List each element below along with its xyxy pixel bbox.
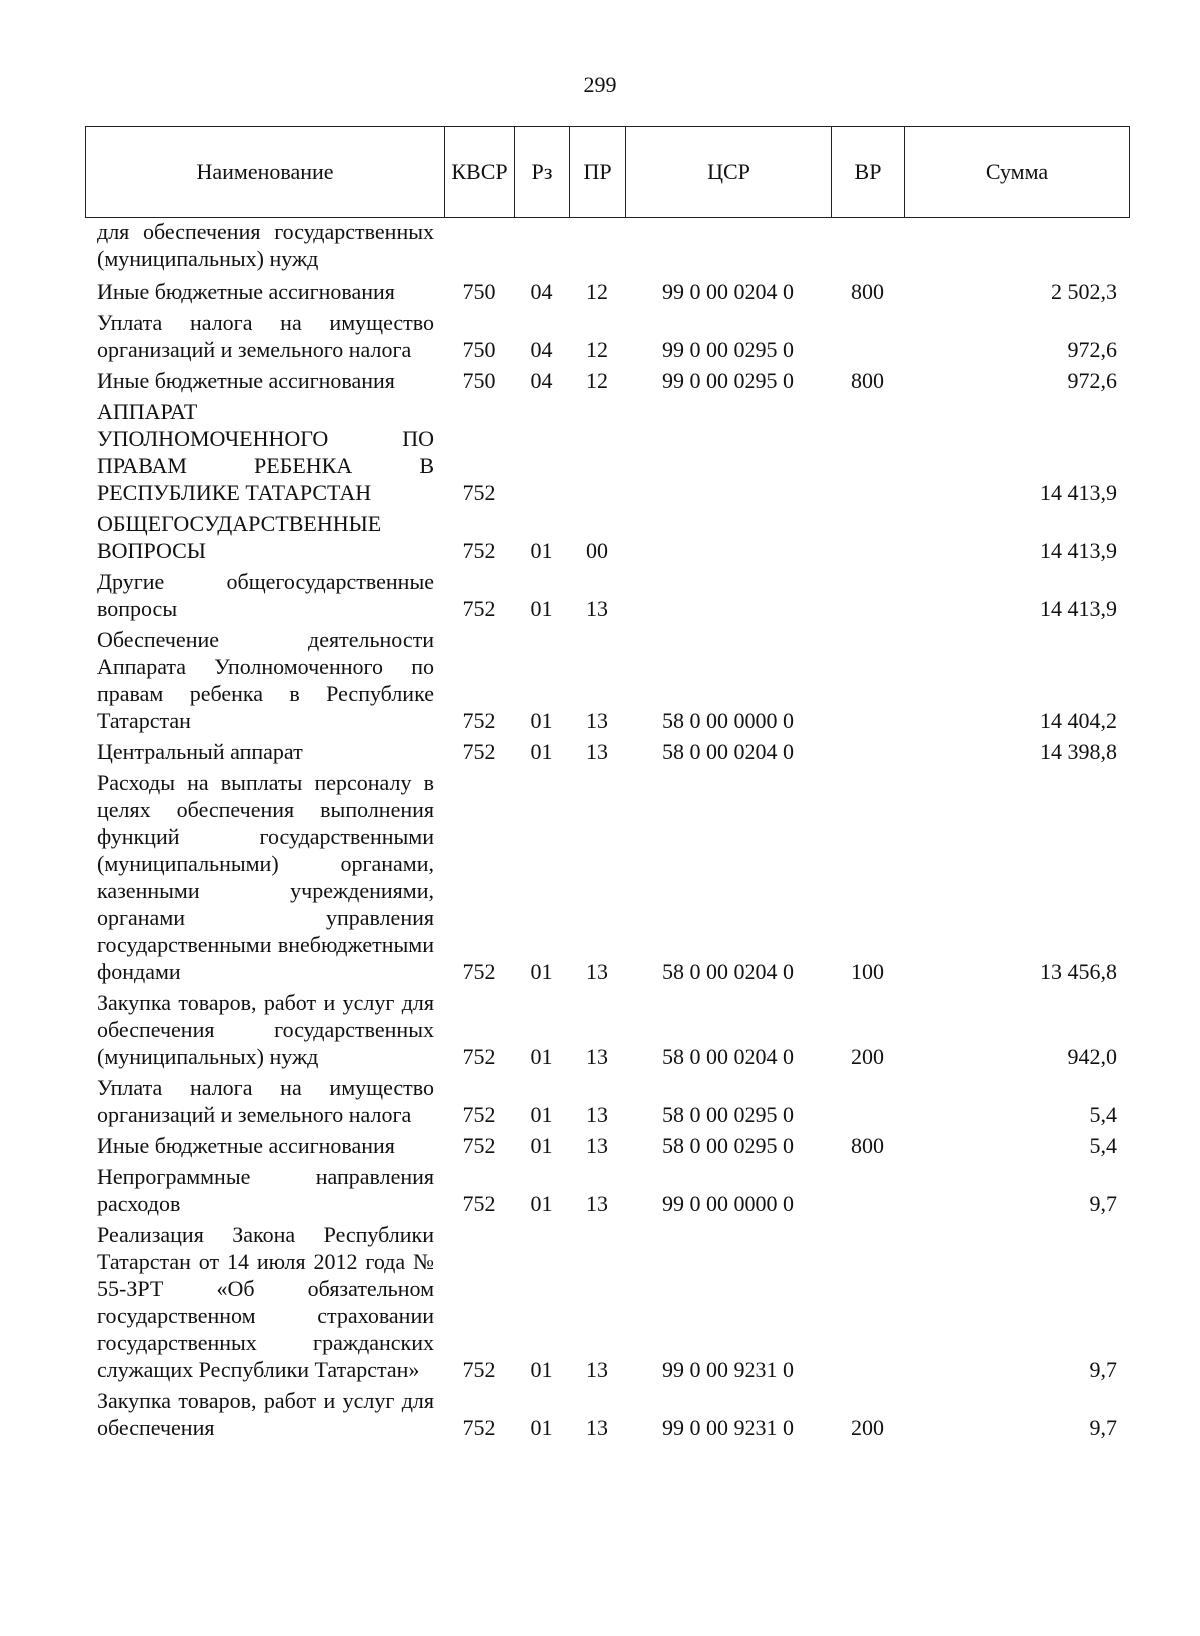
row-name: Иные бюджетные ассигнования	[97, 1133, 395, 1158]
row-sum: 14 404,2	[1040, 708, 1117, 733]
row-name: Расходы на выплаты персоналу в целях обеспечения выполнения функций государственными (муниципальными) органами, казенными учреждениями, органами управления государственными внебюджетными фондами	[97, 770, 434, 984]
table-row	[85, 1128, 1129, 1159]
row-kvsr: 752	[462, 739, 496, 764]
row-kvsr: 752	[462, 480, 496, 505]
row-kvsr: 752	[462, 1044, 496, 1069]
row-name-cell	[85, 1128, 444, 1159]
row-vr	[831, 1159, 904, 1217]
table-header	[85, 126, 1130, 218]
row-name: Иные бюджетные ассигнования	[97, 368, 395, 393]
row-rz: 01	[530, 538, 553, 563]
row-vr	[831, 622, 904, 734]
row-pr: 13	[586, 1415, 608, 1440]
column-header-sum: Сумма	[905, 127, 1130, 218]
row-sum: 5,4	[1089, 1133, 1117, 1158]
row-vr: 800	[851, 368, 884, 393]
row-name: Уплата налога на имущество организаций и земельного налога	[97, 1075, 434, 1127]
row-name-cell	[85, 622, 444, 734]
table-row	[85, 363, 1129, 394]
row-csr: 58 0 00 0295 0	[662, 1133, 794, 1158]
table-row	[85, 218, 1129, 274]
row-pr	[569, 218, 625, 274]
row-name-cell	[85, 1159, 444, 1217]
row-sum	[904, 218, 1129, 274]
row-kvsr: 752	[462, 1191, 496, 1216]
row-vr	[831, 506, 904, 564]
row-kvsr: 752	[462, 959, 496, 984]
row-vr	[831, 305, 904, 363]
row-csr: 99 0 00 9231 0	[662, 1415, 794, 1440]
row-csr: 58 0 00 0000 0	[662, 708, 794, 733]
row-name: для обеспечения государственных (муниципальных) нужд	[97, 219, 434, 271]
row-rz: 01	[530, 1133, 553, 1158]
row-name: Непрограммные направления расходов	[97, 1164, 434, 1216]
row-name-cell	[85, 363, 444, 394]
row-name-cell	[85, 1070, 444, 1128]
row-vr	[831, 394, 904, 506]
row-pr: 12	[586, 368, 608, 393]
table-row	[85, 274, 1129, 305]
row-rz: 04	[530, 279, 553, 304]
row-name-cell	[85, 985, 444, 1070]
row-name: Другие общегосударственные вопросы	[97, 569, 434, 621]
row-sum: 14 413,9	[1040, 538, 1117, 563]
row-kvsr: 752	[462, 1133, 496, 1158]
row-pr: 12	[586, 279, 608, 304]
row-vr: 100	[851, 959, 884, 984]
row-csr: 58 0 00 0204 0	[662, 1044, 794, 1069]
row-sum: 972,6	[1067, 368, 1117, 393]
row-kvsr	[444, 218, 514, 274]
row-rz: 04	[530, 337, 553, 362]
row-kvsr: 752	[462, 1357, 496, 1382]
row-name: Реализация Закона Республики Татарстан от 14 июля 2012 года № 55-ЗРТ «Об обязательном государственном страховании государственных гражданских служащих Республики Татарстан»	[97, 1222, 434, 1382]
row-rz: 01	[530, 708, 553, 733]
row-pr: 13	[586, 1357, 608, 1382]
column-header-vr: ВР	[832, 127, 905, 218]
table-row	[85, 1070, 1129, 1128]
row-rz: 01	[530, 596, 553, 621]
table-row	[85, 305, 1129, 363]
row-name-cell	[85, 1383, 444, 1441]
row-pr: 13	[586, 1133, 608, 1158]
row-kvsr: 752	[462, 538, 496, 563]
row-rz	[514, 394, 569, 506]
row-rz	[514, 218, 569, 274]
row-vr	[831, 734, 904, 765]
row-csr: 58 0 00 0204 0	[662, 959, 794, 984]
column-header-csr: ЦСР	[626, 127, 832, 218]
row-name-cell	[85, 394, 444, 506]
row-pr: 13	[586, 959, 608, 984]
row-sum: 9,7	[1089, 1191, 1117, 1216]
row-csr: 58 0 00 0295 0	[662, 1102, 794, 1127]
row-rz: 04	[530, 368, 553, 393]
row-sum: 9,7	[1089, 1357, 1117, 1382]
row-pr	[569, 394, 625, 506]
row-name: Закупка товаров, работ и услуг для обеспечения	[97, 1388, 434, 1440]
row-csr: 99 0 00 9231 0	[662, 1357, 794, 1382]
row-csr	[625, 218, 831, 274]
budget-table	[85, 218, 1129, 1441]
row-name-cell	[85, 1217, 444, 1383]
row-pr: 13	[586, 1102, 608, 1127]
row-sum: 13 456,8	[1040, 959, 1117, 984]
row-vr	[831, 218, 904, 274]
row-kvsr: 750	[462, 337, 496, 362]
row-name: АППАРАТ УПОЛНОМОЧЕННОГО ПО ПРАВАМ РЕБЕНКА В РЕСПУБЛИКЕ ТАТАРСТАН	[97, 399, 434, 505]
row-pr: 12	[586, 337, 608, 362]
row-pr: 13	[586, 1191, 608, 1216]
row-name-cell	[85, 765, 444, 985]
table-body	[85, 218, 1129, 1441]
table-row	[85, 622, 1129, 734]
row-pr: 00	[586, 538, 608, 563]
row-vr: 800	[851, 1133, 884, 1158]
table-row	[85, 765, 1129, 985]
row-kvsr: 752	[462, 708, 496, 733]
row-pr: 13	[586, 739, 608, 764]
row-name: Центральный аппарат	[97, 739, 303, 764]
row-vr: 200	[851, 1415, 884, 1440]
row-vr	[831, 1070, 904, 1128]
row-sum: 942,0	[1067, 1044, 1117, 1069]
row-rz: 01	[530, 1102, 553, 1127]
row-name-cell	[85, 506, 444, 564]
column-header-kvsr: КВСР	[445, 127, 515, 218]
table-row	[85, 1159, 1129, 1217]
table-row	[85, 734, 1129, 765]
table-row	[85, 394, 1129, 506]
row-rz: 01	[530, 739, 553, 764]
row-csr	[625, 394, 831, 506]
row-rz: 01	[530, 1191, 553, 1216]
row-name: ОБЩЕГОСУДАРСТВЕННЫЕ ВОПРОСЫ	[97, 511, 382, 563]
row-name-cell	[85, 305, 444, 363]
row-csr	[625, 564, 831, 622]
row-kvsr: 750	[462, 368, 496, 393]
row-csr: 99 0 00 0000 0	[662, 1191, 794, 1216]
row-sum: 9,7	[1089, 1415, 1117, 1440]
table-row	[85, 985, 1129, 1070]
row-rz: 01	[530, 1044, 553, 1069]
row-vr	[831, 564, 904, 622]
table-row	[85, 1217, 1129, 1383]
column-header-name: Наименование	[86, 127, 445, 218]
table-row	[85, 1383, 1129, 1441]
row-csr: 99 0 00 0295 0	[662, 337, 794, 362]
row-csr	[625, 506, 831, 564]
row-kvsr: 752	[462, 1415, 496, 1440]
row-pr: 13	[586, 1044, 608, 1069]
row-sum: 14 413,9	[1040, 480, 1117, 505]
row-name: Уплата налога на имущество организаций и земельного налога	[97, 310, 434, 362]
row-pr: 13	[586, 708, 608, 733]
row-sum: 972,6	[1067, 337, 1117, 362]
row-kvsr: 750	[462, 279, 496, 304]
column-header-pr: ПР	[570, 127, 626, 218]
row-csr: 99 0 00 0295 0	[662, 368, 794, 393]
row-name: Закупка товаров, работ и услуг для обеспечения государственных (муниципальных) нужд	[97, 990, 434, 1069]
row-rz: 01	[530, 1357, 553, 1382]
table-row	[85, 506, 1129, 564]
row-rz: 01	[530, 959, 553, 984]
table-row	[85, 564, 1129, 622]
row-vr: 800	[851, 279, 884, 304]
row-sum: 5,4	[1089, 1102, 1117, 1127]
row-pr: 13	[586, 596, 608, 621]
row-name: Иные бюджетные ассигнования	[97, 279, 395, 304]
row-name-cell	[85, 218, 444, 274]
row-vr	[831, 1217, 904, 1383]
row-name-cell	[85, 274, 444, 305]
page-number: 299	[583, 72, 617, 97]
row-sum: 14 398,8	[1040, 739, 1117, 764]
row-csr: 58 0 00 0204 0	[662, 739, 794, 764]
row-sum: 2 502,3	[1051, 279, 1117, 304]
row-kvsr: 752	[462, 596, 496, 621]
row-csr: 99 0 00 0204 0	[662, 279, 794, 304]
row-kvsr: 752	[462, 1102, 496, 1127]
row-rz: 01	[530, 1415, 553, 1440]
column-header-rz: Рз	[515, 127, 570, 218]
row-vr: 200	[851, 1044, 884, 1069]
row-name-cell	[85, 734, 444, 765]
row-name: Обеспечение деятельности Аппарата Уполномоченного по правам ребенка в Республике Татарстан	[97, 627, 434, 733]
row-sum: 14 413,9	[1040, 596, 1117, 621]
row-name-cell	[85, 564, 444, 622]
